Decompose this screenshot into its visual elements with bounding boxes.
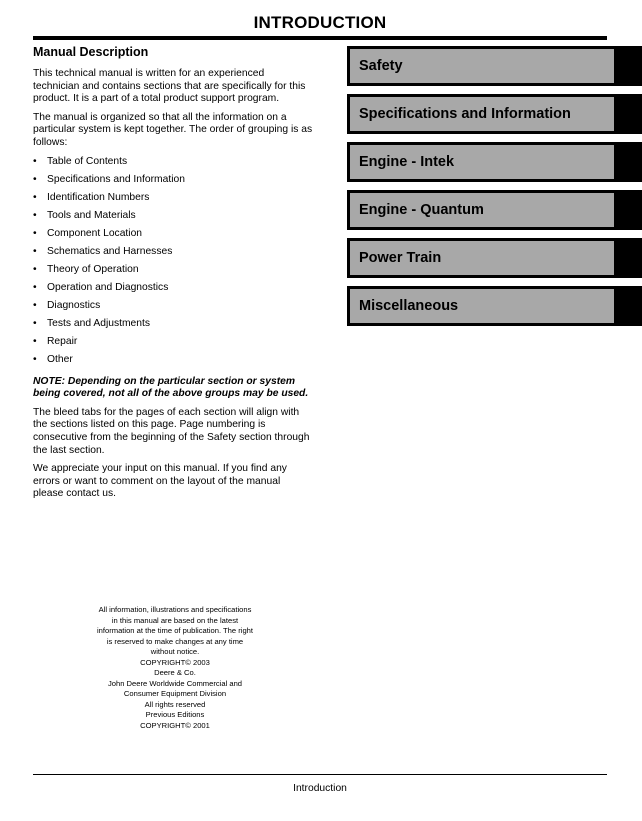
copyright-line: COPYRIGHT© 2003 bbox=[140, 657, 210, 667]
tab-label: Specifications and Information bbox=[350, 97, 614, 131]
manual-description bbox=[33, 45, 313, 507]
tab-engine-quantum[interactable] bbox=[347, 190, 642, 230]
list-item: • Diagnostics bbox=[33, 300, 313, 318]
list-item: • Theory of Operation bbox=[33, 264, 313, 282]
company-name: Deere & Co. bbox=[154, 668, 196, 677]
bleed-tabs-paragraph: The bleed tabs for the pages of each section will align with the sections listed on this page. Page numbering is consecutive from the beginning of the Safety section through the last section. bbox=[33, 406, 310, 456]
tab-specifications[interactable] bbox=[347, 94, 642, 134]
tab-engine-intek[interactable] bbox=[347, 142, 642, 182]
list-item: • Identification Numbers bbox=[33, 192, 313, 210]
feedback-paragraph: We appreciate your input on this manual. If you find any errors or want to comment on the layout of the manual please contact us. bbox=[33, 463, 287, 500]
footer-rule bbox=[33, 774, 607, 775]
section-tabs bbox=[347, 46, 642, 334]
section-heading: Manual Description bbox=[33, 45, 149, 59]
list-item: • Schematics and Harnesses bbox=[33, 246, 313, 264]
grouping-list bbox=[33, 156, 313, 372]
page-footer: Introduction bbox=[293, 783, 347, 794]
header-rule bbox=[33, 36, 607, 40]
list-item: • Tools and Materials bbox=[33, 210, 313, 228]
copyright-block bbox=[95, 605, 255, 731]
list-item: • Table of Contents bbox=[33, 156, 313, 174]
tab-miscellaneous[interactable] bbox=[347, 286, 642, 326]
disclaimer-text: All information, illustrations and specifications in this manual are based on the latest information at the time of publication. The right is reserved to make changes at any time without notice. bbox=[96, 605, 254, 656]
tab-label: Engine - Quantum bbox=[350, 193, 614, 227]
tab-label: Miscellaneous bbox=[350, 289, 614, 323]
list-item: • Component Location bbox=[33, 228, 313, 246]
tab-safety[interactable] bbox=[347, 46, 642, 86]
rights-reserved: All rights reserved bbox=[144, 699, 206, 709]
division-name: John Deere Worldwide Commercial and Consumer Equipment Division bbox=[107, 678, 243, 698]
list-item: • Repair bbox=[33, 336, 313, 354]
page-title: INTRODUCTION bbox=[253, 13, 387, 32]
list-item: • Operation and Diagnostics bbox=[33, 282, 313, 300]
previous-editions: Previous Editions bbox=[145, 710, 205, 719]
intro-paragraph: This technical manual is written for an experienced technician and contains sections that are specifically for this product. It is a part of a total product support program. bbox=[33, 68, 306, 105]
list-item: • Other bbox=[33, 354, 313, 372]
tab-label: Engine - Intek bbox=[350, 145, 614, 179]
note-text: NOTE: Depending on the particular section or system being covered, not all of the above groups may be used. bbox=[33, 375, 309, 400]
list-item: • Tests and Adjustments bbox=[33, 318, 313, 336]
organization-paragraph: The manual is organized so that all the information on a particular system is kept together. The order of grouping is as follows: bbox=[33, 111, 313, 148]
list-item: • Specifications and Information bbox=[33, 174, 313, 192]
tab-power-train[interactable] bbox=[347, 238, 642, 278]
tab-label: Safety bbox=[350, 49, 614, 83]
tab-label: Power Train bbox=[350, 241, 614, 275]
previous-copyright: COPYRIGHT© 2001 bbox=[140, 720, 210, 730]
